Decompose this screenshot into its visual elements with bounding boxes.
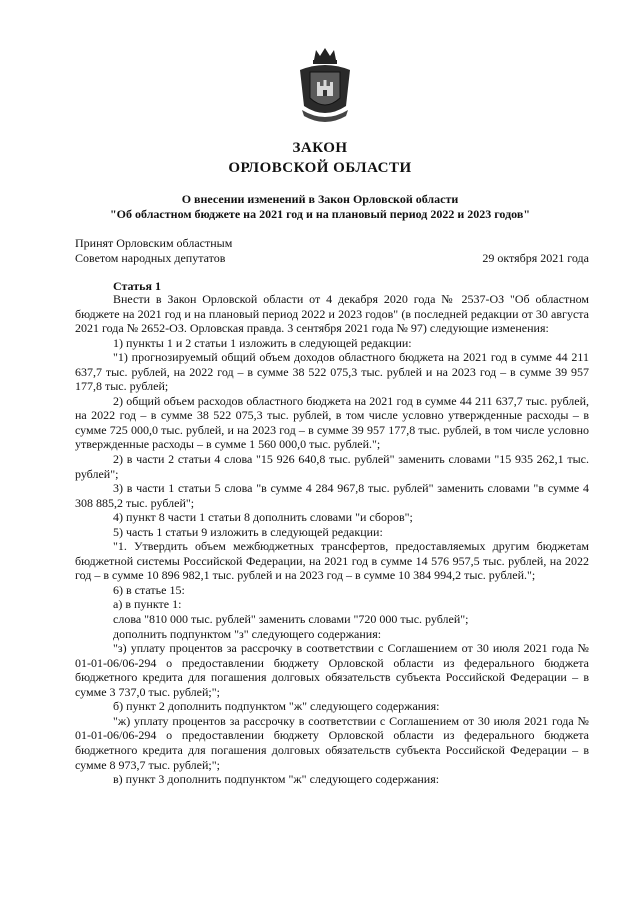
coat-of-arms-icon xyxy=(296,46,354,126)
paragraph: 4) пункт 8 части 1 статьи 8 дополнить словами "и сборов"; xyxy=(113,510,413,525)
law-subtitle-line1: О внесении изменений в Закон Орловской области xyxy=(181,192,459,206)
paragraph: 6) в статье 15: xyxy=(113,582,185,597)
paragraph: слова "810 000 тыс. рублей" заменить словами "720 000 тыс. рублей"; xyxy=(113,612,469,627)
paragraph: "ж) уплату процентов за рассрочку в соответствии с Соглашением от 30 июля 2021 года № 01-01-06/06-294 о предоставлении бюджету Орловской области из федерального бюджета бюджетного кредита для погашения долговых обязательств субъекта Российской Федерации – в сумме 8 973,7 тыс. рублей;"; xyxy=(75,713,589,772)
paragraph: 3) в части 1 статьи 5 слова "в сумме 4 284 967,8 тыс. рублей" заменить словами "в сумме 4 308 885,2 тыс. рублей"; xyxy=(75,481,589,510)
adoption-date: 29 октября 2021 года xyxy=(482,251,589,265)
law-title: ЗАКОН xyxy=(292,140,348,156)
law-subtitle-line2: "Об областном бюджете на 2021 год и на плановый период 2022 и 2023 годов" xyxy=(110,207,530,221)
paragraph: 2) в части 2 статьи 4 слова "15 926 640,8 тыс. рублей" заменить словами "15 935 262,1 тыс. рублей"; xyxy=(75,452,589,481)
paragraph: "1) прогнозируемый общий объем доходов областного бюджета на 2021 год в сумме 44 211 637,7 тыс. рублей, на 2022 год – в сумме 38 522 075,3 тыс. рублей и на 2023 год – в сумме 39 957 177,8 тыс. рублей; xyxy=(75,350,589,394)
adoption-line2: Советом народных депутатов xyxy=(75,251,226,265)
paragraph: б) пункт 2 дополнить подпунктом "ж" следующего содержания: xyxy=(113,699,440,714)
paragraph: а) в пункте 1: xyxy=(113,597,182,612)
paragraph: в) пункт 3 дополнить подпунктом "ж" следующего содержания: xyxy=(113,772,440,787)
law-region: ОРЛОВСКОЙ ОБЛАСТИ xyxy=(228,160,412,176)
paragraph: "з) уплату процентов за рассрочку в соответствии с Соглашением от 30 июля 2021 года № 01-01-06/06-294 о предоставлении бюджету Орловской области из федерального бюджета бюджетного кредита для погашения долговых обязательств субъекта Российской Федерации – в сумме 3 737,0 тыс. рублей;"; xyxy=(75,641,589,699)
article-heading: Статья 1 xyxy=(113,279,161,293)
paragraph: Внести в Закон Орловской области от 4 декабря 2020 года № 2537-ОЗ "Об областном бюджете на 2021 год и на плановый период 2022 и 2023 годов" (в последней редакции от 30 августа 2021 года № 2652-ОЗ. Орловская правда. 3 сентября 2021 года № 97) следующие изменения: xyxy=(75,292,589,336)
paragraph: дополнить подпунктом "з" следующего содержания: xyxy=(113,626,382,641)
paragraph: 1) пункты 1 и 2 статьи 1 изложить в следующей редакции: xyxy=(113,335,412,350)
paragraph: "1. Утвердить объем межбюджетных трансфертов, предоставляемых другим бюджетам бюджетной системы Российской Федерации, на 2021 год в сумме 14 576 957,5 тыс. рублей, на 2022 год – в сумме 10 896 982,1 тыс. рублей и на 2023 год – в сумме 10 384 994,2 тыс. рублей."; xyxy=(75,539,589,583)
adoption-block xyxy=(75,236,232,266)
article-body xyxy=(75,292,589,787)
adoption-line1: Принят Орловским областным xyxy=(75,236,233,250)
paragraph: 2) общий объем расходов областного бюджета на 2021 год в сумме 44 211 637,7 тыс. рублей, на 2022 год – в сумме 38 522 075,3 тыс. рублей, в том числе условно утвержденные расходы – в сумме 725 000,0 тыс. рублей, и на 2023 год – в сумме 39 957 177,8 тыс. рублей, в том числе условно утвержденные расходы – в сумме 1 560 000,0 тыс. рублей."; xyxy=(75,393,589,452)
paragraph: 5) часть 1 статьи 9 изложить в следующей редакции: xyxy=(113,524,383,539)
